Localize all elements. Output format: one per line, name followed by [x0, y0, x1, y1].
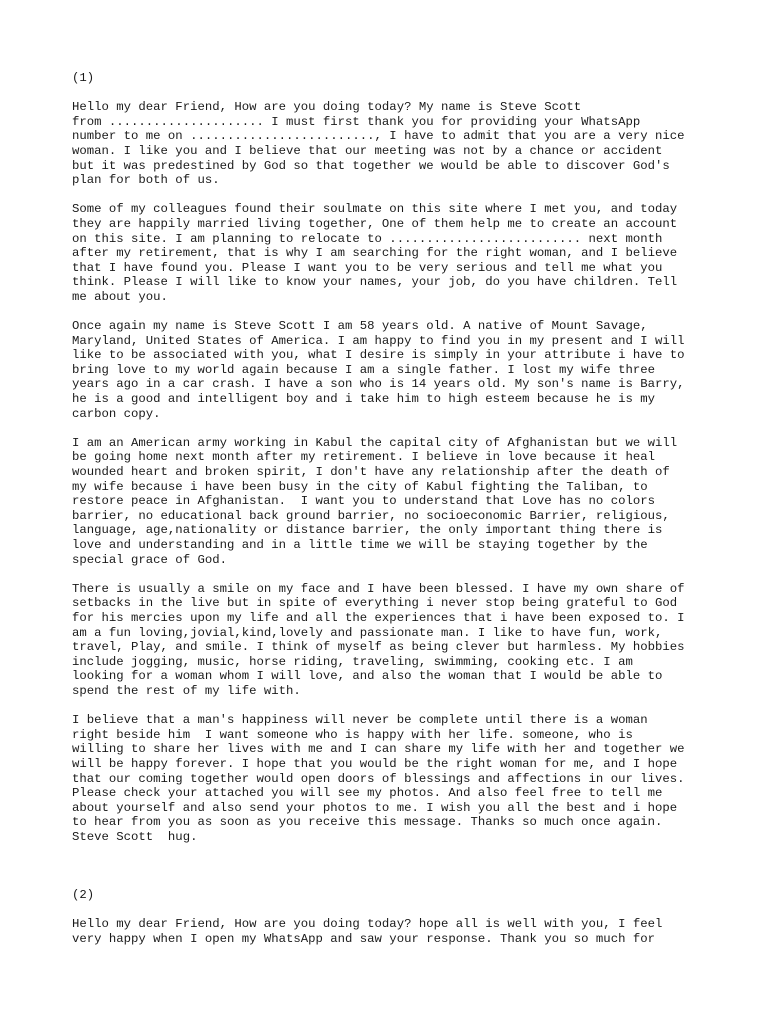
text-line: woman. I like you and I believe that our meeting was not by a chance or accident [72, 143, 663, 158]
text-line: am a fun loving,jovial,kind,lovely and passionate man. I like to have fun, work, [72, 625, 663, 640]
text-line: language, age,nationality or distance barrier, the only important thing there is [72, 523, 663, 538]
text-line: barrier, no educational back ground barrier, no socioeconomic Barrier, religious, [72, 508, 670, 523]
text-line: be going home next month after my retirement. I believe in love because it heal [72, 450, 655, 465]
text-line: I am an American army working in Kabul the capital city of Afghanistan but we will [72, 435, 678, 450]
text-line: love and understanding and in a little time we will be staying together by the [72, 538, 648, 552]
text-line: like to be associated with you, what I desire is simply in your attribute i have to [72, 348, 685, 363]
text-line: travel, Play, and smile. I think of myself as being clever but harmless. My hobbies [72, 640, 685, 655]
text-line: special grace of God. [72, 552, 227, 567]
paragraph [72, 582, 732, 699]
text-line: me about you. [72, 289, 168, 304]
text-line: that our coming together would open doors of blessings and affections in our lives. [72, 771, 685, 786]
text-line: think. Please I will like to know your names, your job, do you have children. Tell [72, 275, 678, 290]
text-line: restore peace in Afghanistan. I want you to understand that Love has no colors [72, 494, 655, 509]
text-line: he is a good and intelligent boy and i take him to high esteem because he is my [72, 392, 655, 407]
text-line: that I have found you. Please I want you to be very serious and tell me what you [72, 260, 663, 275]
text-line: setbacks in the live but in spite of everything i never stop being grateful to God [72, 596, 678, 611]
text-line: There is usually a smile on my face and I have been blessed. I have my own share of [72, 581, 685, 596]
text-line: from ..................... I must first thank you for providing your WhatsApp [72, 114, 641, 129]
text-line: plan for both of us. [72, 173, 220, 188]
text-line: include jogging, music, horse riding, traveling, swimming, cooking etc. I am [72, 654, 633, 669]
text-line: about yourself and also send your photos to me. I wish you all the best and i hope [72, 800, 678, 815]
text-line: spend the rest of my life with. [72, 683, 301, 698]
text-line: Hello my dear Friend, How are you doing today? hope all is well with you, I feel [72, 917, 663, 932]
letter-section [72, 71, 732, 844]
text-line: looking for a woman whom I will love, and also the woman that I would be able to [72, 669, 663, 684]
text-line: on this site. I am planning to relocate to .......................... next month [72, 231, 663, 246]
text-line: right beside him I want someone who is happy with her life. someone, who is [72, 727, 633, 742]
text-line: my wife because i have been busy in the city of Kabul fighting the Taliban, to [72, 479, 648, 494]
text-line: they are happily married living together, One of them help me to create an account [72, 216, 678, 231]
text-line: Maryland, United States of America. I am happy to find you in my present and I will [72, 333, 685, 348]
text-line: Some of my colleagues found their soulmate on this site where I met you, and today [72, 202, 678, 217]
text-line: very happy when I open my WhatsApp and saw your response. Thank you so much for [72, 932, 655, 947]
text-line: carbon copy. [72, 406, 161, 421]
paragraph [72, 100, 732, 188]
paragraph [72, 713, 732, 844]
text-line: to hear from you as soon as you receive this message. Thanks so much once again. [72, 815, 663, 830]
paragraph [72, 917, 732, 946]
text-line: for his mercies upon my life and all the experiences that i have been exposed to. I [72, 610, 685, 625]
text-line: willing to share her lives with me and I can share my life with her and together we [72, 742, 685, 757]
text-line: but it was predestined by God so that together we would be able to discover God's [72, 158, 670, 173]
text-line: Steve Scott hug. [72, 829, 198, 844]
text-line: Once again my name is Steve Scott I am 58 years old. A native of Mount Savage, [72, 319, 648, 334]
text-line: wounded heart and broken spirit, I don't have any relationship after the death of [72, 465, 670, 480]
section-number: (2) [72, 888, 95, 903]
paragraph [72, 436, 732, 567]
text-line: number to me on ........................., I have to admit that you are a very nice [72, 129, 685, 144]
text-line: Please check your attached you will see my photos. And also feel free to tell me [72, 786, 663, 801]
text-line: after my retirement, that is why I am searching for the right woman, and I believe [72, 246, 678, 261]
text-line: years ago in a car crash. I have a son who is 14 years old. My son's name is Barry, [72, 377, 685, 392]
letter-body [72, 71, 732, 961]
text-line: I believe that a man's happiness will never be complete until there is a woman [72, 713, 648, 728]
section-number: (1) [72, 71, 95, 85]
text-line: will be happy forever. I hope that you would be the right woman for me, and I hope [72, 756, 678, 771]
text-line: bring love to my world again because I am a single father. I lost my wife three [72, 362, 655, 377]
section-spacer [72, 859, 732, 888]
paragraph [72, 202, 732, 304]
letter-section [72, 888, 732, 946]
text-line: Hello my dear Friend, How are you doing today? My name is Steve Scott [72, 100, 582, 115]
paragraph [72, 319, 732, 421]
